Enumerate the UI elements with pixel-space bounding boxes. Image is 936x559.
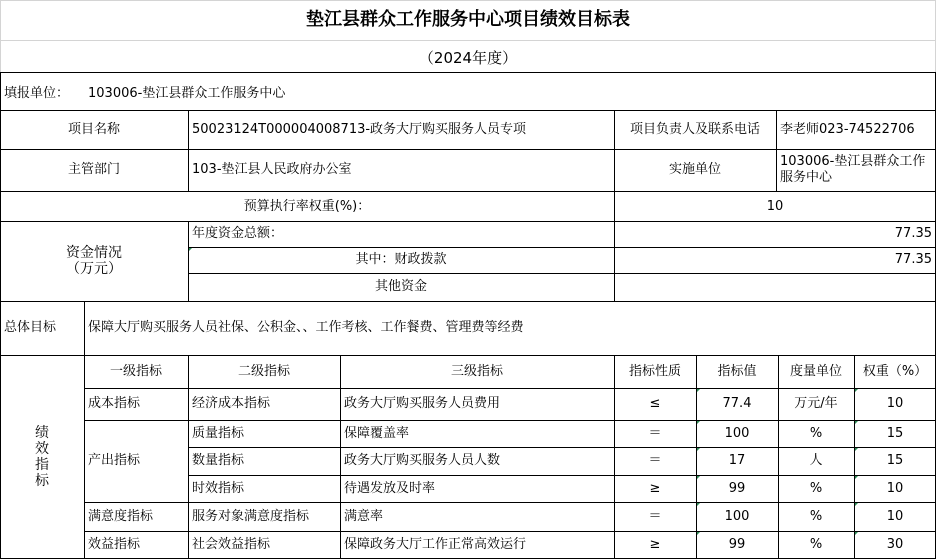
row-weight: 15	[854, 447, 936, 475]
contact-label: 项目负责人及联系电话	[629, 122, 760, 137]
indicator-side-char: 标	[35, 473, 49, 489]
row-l3: 政务大厅购买服务人员人数	[344, 453, 501, 468]
header-nature: 指标性质	[628, 363, 681, 379]
funds-total-label: 年度资金总额：	[192, 226, 284, 241]
row-l1: 效益指标	[88, 537, 141, 552]
row-l2: 经济成本指标	[192, 396, 271, 411]
row-weight: 10	[854, 388, 936, 420]
row-l1: 成本指标	[88, 396, 141, 411]
row-nature: ＝	[648, 425, 662, 441]
row-l2: 时效指标	[192, 480, 245, 496]
budget-weight-value: 10	[766, 199, 784, 214]
row-unit: %	[809, 508, 823, 524]
row-l2: 服务对象满意度指标	[192, 508, 310, 524]
row-l1: 满意度指标	[88, 508, 154, 524]
indicator-side-char: 效	[35, 441, 49, 457]
filler-label: 填报单位：	[4, 86, 70, 101]
funds-label-line2: （万元）	[66, 261, 122, 277]
row-value: 100	[696, 502, 778, 531]
impl-value: 103006-垫江县群众工作服务中心	[780, 154, 926, 185]
row-value: 100	[696, 420, 778, 447]
indicator-side-label	[0, 355, 84, 559]
row-nature: ＝	[648, 453, 662, 468]
row-l1-output: 产出指标	[88, 453, 141, 468]
header-weight: 权重（%）	[862, 363, 928, 379]
project-name-label: 项目名称	[67, 122, 120, 137]
header-value: 指标值	[717, 363, 757, 379]
filler-value: 103006-垫江县群众工作服务中心	[88, 86, 286, 101]
funds-other-value	[614, 273, 936, 301]
header-l1: 一级指标	[109, 363, 162, 379]
dept-label: 主管部门	[67, 162, 120, 177]
goal-label: 总体目标	[4, 320, 57, 335]
row-l3: 满意率	[344, 508, 384, 524]
indicator-side-char: 指	[35, 457, 49, 473]
funds-label	[0, 221, 188, 301]
row-weight: 15	[854, 420, 936, 447]
table-year: （2024年度）	[418, 49, 518, 67]
funds-label-line1: 资金情况	[66, 245, 122, 261]
contact-value: 李老师023-74522706	[780, 122, 915, 137]
impl-label: 实施单位	[668, 162, 721, 177]
row-unit: %	[809, 425, 823, 441]
indicator-side-char: 绩	[35, 425, 49, 441]
row-l3: 政务大厅购买服务人员费用	[344, 396, 501, 411]
funds-fiscal-value: 77.35	[894, 252, 932, 267]
project-name: 50023124T000004008713-政务大厅购买服务人员专项	[192, 122, 527, 137]
row-unit: %	[809, 537, 823, 552]
row-l2: 社会效益指标	[192, 537, 271, 552]
row-unit: 万元/年	[794, 396, 838, 411]
row-weight: 30	[854, 531, 936, 559]
row-nature: ≤	[649, 396, 661, 411]
row-nature: ≥	[649, 537, 661, 552]
row-l3: 保障覆盖率	[344, 425, 410, 441]
row-value: 77.4	[696, 388, 778, 420]
funds-total-value: 77.35	[894, 226, 932, 241]
header-l2: 二级指标	[237, 363, 290, 379]
funds-fiscal-label: 其中：财政拨款	[188, 247, 614, 273]
row-l2: 质量指标	[192, 425, 245, 441]
dept-value: 103-垫江县人民政府办公室	[192, 162, 352, 177]
budget-weight-label: 预算执行率权重(%)：	[243, 199, 371, 214]
row-value: 17	[696, 447, 778, 475]
row-l2: 数量指标	[192, 453, 245, 468]
row-weight: 10	[854, 502, 936, 531]
row-nature: ＝	[648, 508, 662, 524]
row-l3: 待遇发放及时率	[344, 480, 436, 496]
row-unit: 人	[809, 453, 823, 468]
header-l3: 三级指标	[450, 363, 503, 379]
table-title: 垫江县群众工作服务中心项目绩效目标表	[306, 9, 630, 30]
row-unit: %	[809, 480, 823, 496]
funds-other-label: 其他资金	[374, 279, 427, 294]
row-value: 99	[696, 475, 778, 502]
header-unit: 度量单位	[789, 363, 842, 379]
row-l3: 保障政务大厅工作正常高效运行	[344, 537, 527, 552]
row-weight: 10	[854, 475, 936, 502]
row-value: 99	[696, 531, 778, 559]
row-nature: ≥	[649, 480, 661, 496]
goal-text: 保障大厅购买服务人员社保、公积金、、工作考核、工作餐费、管理费等经费	[88, 320, 524, 335]
